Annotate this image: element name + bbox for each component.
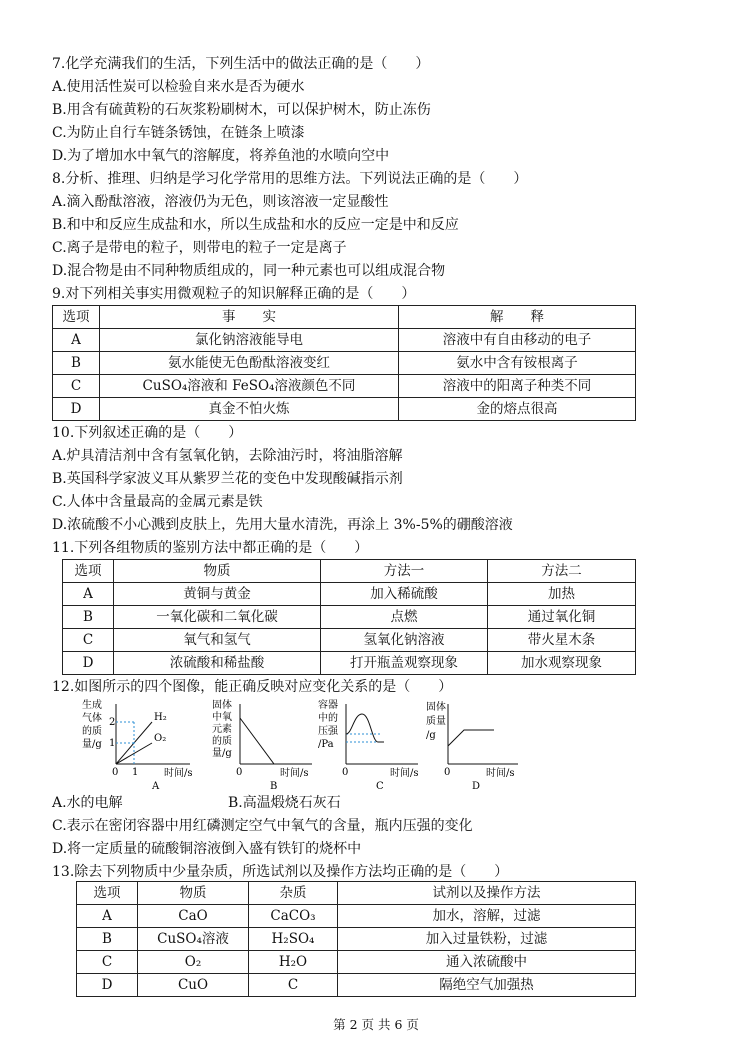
- graph-a-xlabel: 时间/s: [164, 768, 193, 779]
- graph-a-origin: 0: [112, 767, 119, 778]
- table-header-cell: 物质: [114, 560, 321, 583]
- table-cell: 氨水中含有铵根离子: [399, 352, 636, 375]
- table-header-cell: 方法二: [488, 560, 636, 583]
- table-header-row: [77, 882, 636, 905]
- table-header-cell: 解 释: [399, 306, 636, 329]
- q12-option-a: A.水的电解: [52, 795, 123, 811]
- table-cell: 氧气和氢气: [114, 629, 321, 652]
- table-cell: 隔绝空气加强热: [338, 974, 636, 997]
- table-row: [77, 905, 636, 928]
- q7-stem: 7.化学充满我们的生活，下列生活中的做法正确的是（ ）: [52, 56, 430, 72]
- table-header-cell: 杂质: [249, 882, 338, 905]
- graph-a-o2-label: O₂: [154, 733, 167, 744]
- q7-option-b: B.用含有硫黄粉的石灰浆粉刷树木，可以保护树木，防止冻伤: [52, 102, 431, 118]
- table-cell: CuSO₄溶液和 FeSO₄溶液颜色不同: [100, 375, 399, 398]
- graph-b-ylabel-2: 中氧: [212, 712, 232, 723]
- table-cell: C: [53, 375, 100, 398]
- table-cell: H₂SO₄: [249, 928, 338, 951]
- table-row: [53, 352, 636, 375]
- table-cell: 加入过量铁粉，过滤: [338, 928, 636, 951]
- graph-a: [82, 698, 202, 797]
- table-row: [53, 329, 636, 352]
- table-cell: D: [63, 652, 114, 675]
- table-row: [63, 606, 636, 629]
- q10-option-b: B.英国科学家波义耳从紫罗兰花的变色中发现酸碱指示剂: [52, 471, 403, 487]
- graph-d-curve: [448, 730, 494, 746]
- table-header-cell: 方法一: [321, 560, 488, 583]
- q12-option-d: D.将一定质量的硫酸铜溶液倒入盛有铁钉的烧杯中: [52, 841, 362, 857]
- table-header-row: [53, 306, 636, 329]
- graph-d-ylabel-2: 质量: [426, 716, 446, 727]
- page-footer: 第 2 页 共 6 页: [333, 1017, 419, 1032]
- table-cell: CaO: [138, 905, 249, 928]
- q10-stem: 10.下列叙述正确的是（ ）: [52, 425, 243, 441]
- graph-d-caption: D: [472, 781, 481, 792]
- graph-c-origin: 0: [342, 767, 349, 778]
- table-row: [77, 928, 636, 951]
- q8-option-d: D.混合物是由不同种物质组成的，同一种元素也可以组成混合物: [52, 263, 446, 279]
- table-cell: O₂: [138, 951, 249, 974]
- graph-a-caption: A: [152, 781, 160, 792]
- graph-b-xlabel: 时间/s: [280, 768, 309, 779]
- table-header-cell: 选项: [77, 882, 138, 905]
- graph-b-curve: [240, 718, 274, 764]
- table-cell: C: [63, 629, 114, 652]
- table-cell: 通入浓硫酸中: [338, 951, 636, 974]
- graph-a-ylabel-4: 量/g: [82, 739, 102, 750]
- q12-option-b: B.高温煅烧石灰石: [228, 795, 341, 811]
- graph-a-h2-label: H₂: [154, 712, 167, 723]
- graph-c-xlabel: 时间/s: [390, 768, 419, 779]
- table-header-cell: 选项: [63, 560, 114, 583]
- graph-d: [426, 698, 526, 797]
- graph-c-caption: C: [376, 781, 384, 792]
- table-cell: B: [53, 352, 100, 375]
- table-cell: 打开瓶盖观察现象: [321, 652, 488, 675]
- table-cell: A: [63, 583, 114, 606]
- table-cell: 加水观察现象: [488, 652, 636, 675]
- table-header-row: [63, 560, 636, 583]
- table-cell: CaCO₃: [249, 905, 338, 928]
- table-cell: CuSO₄溶液: [138, 928, 249, 951]
- table-cell: D: [53, 398, 100, 421]
- table-row: [53, 398, 636, 421]
- graph-a-ylabel-1: 生成: [82, 700, 102, 711]
- graph-b-ylabel-4: 的质: [212, 736, 232, 747]
- q9-stem: 9.对下列相关事实用微观粒子的知识解释正确的是（ ）: [52, 286, 416, 302]
- table-header-cell: 选项: [53, 306, 100, 329]
- q11-stem: 11.下列各组物质的鉴别方法中都正确的是（ ）: [52, 540, 369, 556]
- q10-option-c: C.人体中含量最高的金属元素是铁: [52, 494, 263, 510]
- table-header-cell: 事 实: [100, 306, 399, 329]
- graph-c-ylabel-4: /Pa: [318, 739, 334, 750]
- table-cell: 加入稀硫酸: [321, 583, 488, 606]
- q13-table: [76, 881, 636, 997]
- table-cell: 加热: [488, 583, 636, 606]
- graph-c-ylabel-2: 中的: [318, 713, 338, 724]
- table-cell: 溶液中有自由移动的电子: [399, 329, 636, 352]
- table-cell: 真金不怕火炼: [100, 398, 399, 421]
- table-cell: D: [77, 974, 138, 997]
- graph-c-ylabel-1: 容器: [318, 700, 338, 711]
- q7-option-c: C.为防止自行车链条锈蚀，在链条上喷漆: [52, 125, 305, 141]
- q9-table: [52, 305, 636, 421]
- table-cell: 通过氧化铜: [488, 606, 636, 629]
- table-cell: B: [63, 606, 114, 629]
- graph-a-tick-1: 1: [109, 738, 116, 749]
- table-cell: C: [77, 951, 138, 974]
- graph-d-ylabel-1: 固体: [426, 702, 446, 713]
- graph-c-curve: [346, 714, 384, 742]
- graph-a-ylabel-3: 的质: [82, 726, 102, 737]
- table-cell: 浓硫酸和稀盐酸: [114, 652, 321, 675]
- graph-b-ylabel-1: 固体: [212, 700, 232, 711]
- q8-option-a: A.滴入酚酞溶液，溶液仍为无色，则该溶液一定显酸性: [52, 194, 389, 210]
- q8-stem: 8.分析、推理、归纳是学习化学常用的思维方法。下列说法正确的是（ ）: [52, 171, 528, 187]
- graph-d-xlabel: 时间/s: [486, 768, 515, 779]
- graph-b: [212, 698, 322, 797]
- table-row: [77, 974, 636, 997]
- q7-option-d: D.为了增加水中氧气的溶解度，将养鱼池的水喷向空中: [52, 148, 390, 164]
- q12-option-c: C.表示在密闭容器中用红磷测定空气中氧气的含量，瓶内压强的变化: [52, 818, 473, 834]
- q10-option-a: A.炉具清洁剂中含有氢氧化钠，去除油污时，将油脂溶解: [52, 448, 403, 464]
- table-cell: 带火星木条: [488, 629, 636, 652]
- table-cell: 溶液中的阳离子种类不同: [399, 375, 636, 398]
- graph-b-origin: 0: [236, 767, 243, 778]
- graph-d-origin: 0: [444, 767, 451, 778]
- q8-option-c: C.离子是带电的粒子，则带电的粒子一定是离子: [52, 240, 347, 256]
- table-cell: C: [249, 974, 338, 997]
- q10-option-d: D.浓硫酸不小心溅到皮肤上，先用大量水清洗，再涂上 3%-5%的硼酸溶液: [52, 517, 513, 533]
- table-cell: 氯化钠溶液能导电: [100, 329, 399, 352]
- table-cell: A: [53, 329, 100, 352]
- table-cell: 氢氧化钠溶液: [321, 629, 488, 652]
- q13-stem: 13.除去下列物质中少量杂质，所选试剂以及操作方法均正确的是（ ）: [52, 864, 509, 880]
- table-row: [63, 629, 636, 652]
- table-cell: 加水，溶解，过滤: [338, 905, 636, 928]
- graph-b-caption: B: [270, 781, 278, 792]
- table-row: [53, 375, 636, 398]
- table-row: [77, 951, 636, 974]
- q8-option-b: B.和中和反应生成盐和水，所以生成盐和水的反应一定是中和反应: [52, 217, 459, 233]
- table-cell: A: [77, 905, 138, 928]
- q11-table: [62, 559, 636, 675]
- graph-a-tick-x: 1: [132, 767, 139, 778]
- graph-c: [318, 698, 428, 797]
- graph-b-ylabel-3: 元素: [212, 724, 232, 735]
- table-cell: B: [77, 928, 138, 951]
- table-cell: CuO: [138, 974, 249, 997]
- table-row: [63, 652, 636, 675]
- table-row: [63, 583, 636, 606]
- table-cell: H₂O: [249, 951, 338, 974]
- graph-b-ylabel-5: 量/g: [212, 748, 232, 759]
- q12-stem: 12.如图所示的四个图像，能正确反映对应变化关系的是（ ）: [52, 679, 453, 695]
- table-cell: 氨水能使无色酚酞溶液变红: [100, 352, 399, 375]
- graph-d-ylabel-3: /g: [426, 730, 436, 741]
- q7-option-a: A.使用活性炭可以检验自来水是否为硬水: [52, 79, 305, 95]
- table-header-cell: 物质: [138, 882, 249, 905]
- graph-c-ylabel-3: 压强: [318, 726, 338, 737]
- table-cell: 一氧化碳和二氧化碳: [114, 606, 321, 629]
- table-cell: 黄铜与黄金: [114, 583, 321, 606]
- table-cell: 点燃: [321, 606, 488, 629]
- graph-a-ylabel-2: 气体: [82, 713, 102, 724]
- table-cell: 金的熔点很高: [399, 398, 636, 421]
- graph-a-tick-2: 2: [109, 717, 116, 728]
- table-header-cell: 试剂以及操作方法: [338, 882, 636, 905]
